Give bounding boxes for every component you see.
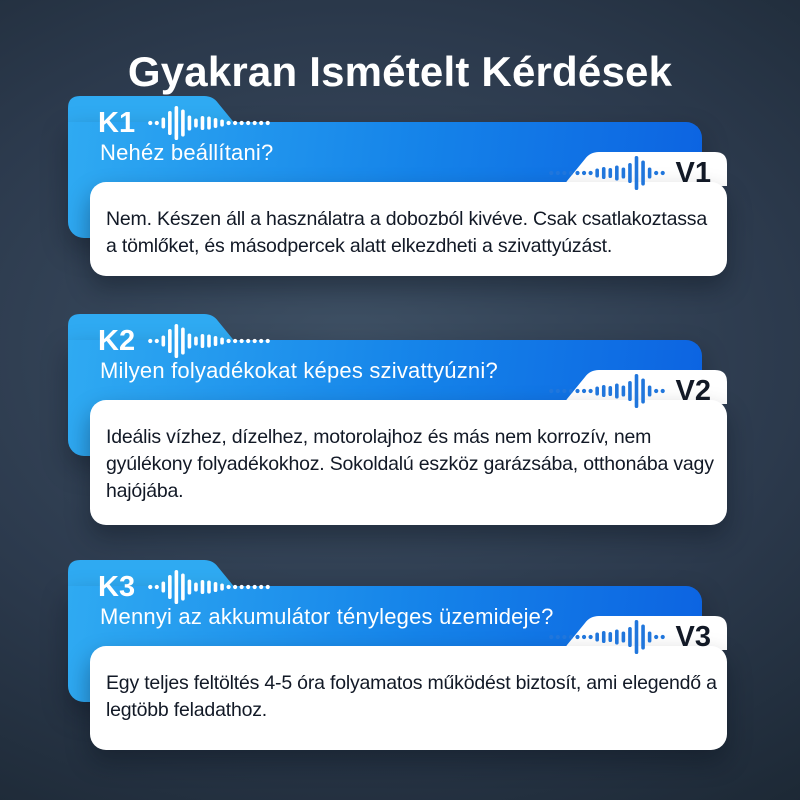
answer-header — [548, 158, 711, 188]
answer-text: Nem. Készen áll a használatra a dobozból kivéve. Csak csatlakoztassa a tömlőket, és másodpercek alatt elkezdheti a szivattyúzást. — [106, 208, 707, 257]
question-label: K1 — [98, 107, 136, 139]
answer-label: V3 — [675, 621, 711, 653]
answer-label: V1 — [675, 157, 711, 189]
question-header — [98, 570, 271, 604]
faq-card — [68, 94, 727, 276]
answer-text: Egy teljes feltöltés 4-5 óra folyamatos működést biztosít, ami elegendő a legtöbb feladathoz. — [106, 672, 717, 721]
question-text: Mennyi az akkumulátor tényleges üzemideje? — [100, 604, 554, 629]
answer-header — [548, 376, 711, 406]
waveform-icon — [147, 569, 271, 605]
question-header — [98, 324, 271, 358]
page-title: Gyakran Ismételt Kérdések — [127, 48, 673, 96]
answer-header — [548, 622, 711, 652]
answer-label: V2 — [675, 375, 711, 407]
waveform-icon — [548, 155, 666, 191]
question-header — [98, 106, 271, 140]
faq-card — [68, 558, 727, 750]
waveform-icon — [147, 105, 271, 141]
waveform-icon — [147, 323, 271, 359]
faq-card — [68, 312, 727, 525]
waveform-icon — [548, 373, 666, 409]
waveform-icon — [548, 619, 666, 655]
question-label: K3 — [98, 571, 136, 603]
answer-text: Ideális vízhez, dízelhez, motorolajhoz és más nem korrozív, nem gyúlékony folyadékokhoz. Sokoldalú eszköz garázsába, otthonába vagy hajójába. — [106, 426, 714, 502]
question-text: Nehéz beállítani? — [100, 140, 274, 165]
question-text: Milyen folyadékokat képes szivattyúzni? — [100, 358, 498, 383]
question-label: K2 — [98, 325, 136, 357]
